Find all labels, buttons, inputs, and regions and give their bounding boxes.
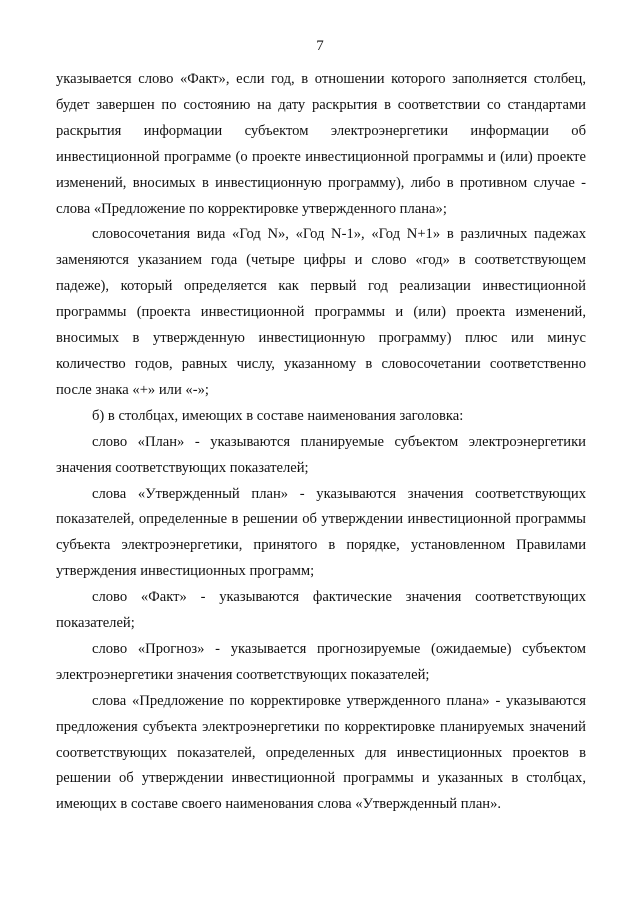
paragraph-approved-plan: слова «Утвержденный план» - указываются значения соответствующих показателей, определенные в решении об утверждении инвестиционной программы субъекта электроэнергетики, принятого в порядке, установленном Правилами утверждения инвестиционных программ; bbox=[56, 485, 586, 580]
document-body bbox=[56, 67, 586, 818]
paragraph-plan: слово «План» - указываются планируемые субъектом электроэнергетики значения соответствующих показателей; bbox=[56, 433, 586, 476]
paragraph-fact: слово «Факт» - указываются фактические значения соответствующих показателей; bbox=[56, 589, 586, 632]
paragraph-forecast: слово «Прогноз» - указывается прогнозируемые (ожидаемые) субъектом электроэнергетики значения соответствующих показателей; bbox=[56, 640, 586, 683]
paragraph-year-phrases: словосочетания вида «Год N», «Год N-1», «Год N+1» в различных падежах заменяются указанием года (четыре цифры и слово «год» в соответствующем падеже), который определяется как первый год реализации инвестиционной программы (проекта инвестиционной программы и (или) проекта изменений, вносимых в утвержденную инвестиционную программу) плюс или минус количество годов, равных числу, указанному в словосочетании соответственно после знака «+» или «-»; bbox=[56, 226, 586, 398]
page-number: 7 bbox=[316, 38, 324, 54]
paragraph-continuation: указывается слово «Факт», если год, в отношении которого заполняется столбец, будет завершен по состоянию на дату раскрытия в соответствии со стандартами раскрытия информации субъектом электроэнергетики информации об инвестиционной программе (о проекте инвестиционной программы и (или) проекте изменений, вносимых в инвестиционную программу), либо в противном случае - слова «Предложение по корректировке утвержденного плана»; bbox=[56, 71, 586, 217]
paragraph-correction-proposal: слова «Предложение по корректировке утвержденного плана» - указываются предложения субъекта электроэнергетики по корректировке планируемых значений соответствующих показателей, определенных для инвестиционных проектов в решении об утверждении инвестиционной программы и указанных в столбцах, имеющих в составе своего наименования слова «Утвержденный план». bbox=[56, 692, 586, 813]
paragraph-columns-heading: б) в столбцах, имеющих в составе наименования заголовка: bbox=[92, 407, 464, 424]
